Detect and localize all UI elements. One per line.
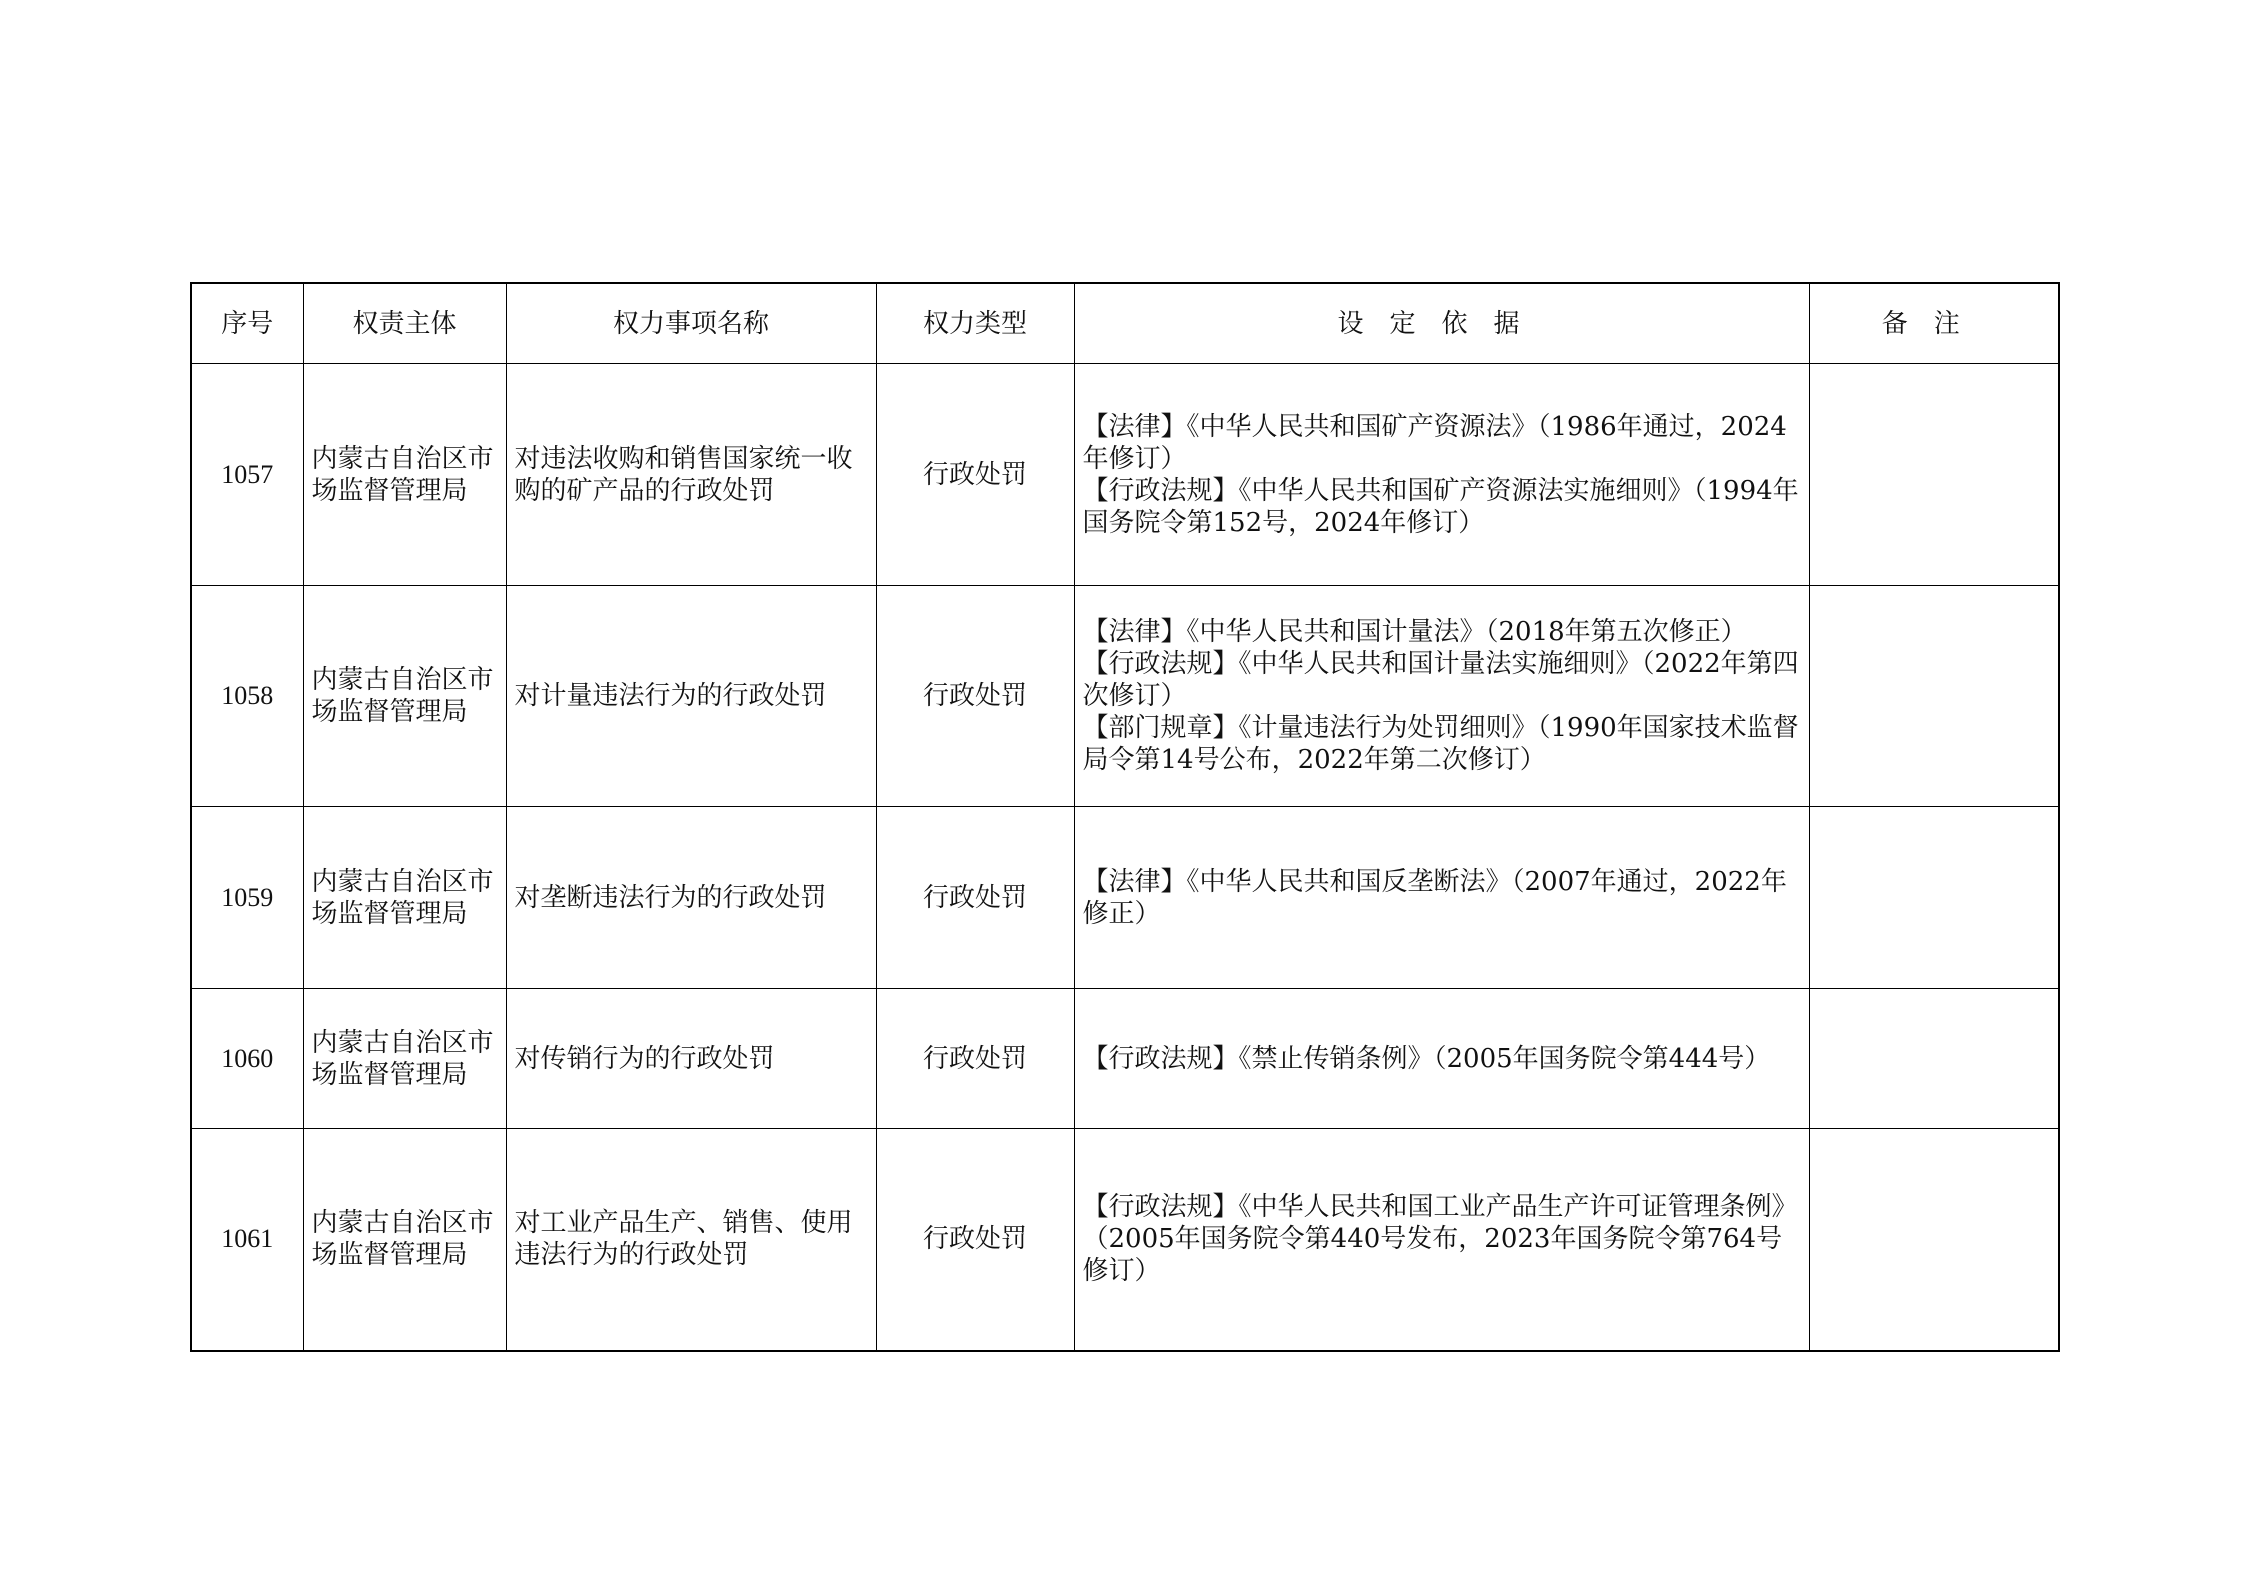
cell-seq: 1060 bbox=[191, 989, 303, 1129]
cell-note bbox=[1809, 586, 2059, 807]
cell-note bbox=[1809, 1129, 2059, 1351]
header-name: 权力事项名称 bbox=[506, 283, 876, 364]
cell-note bbox=[1809, 364, 2059, 586]
header-type: 权力类型 bbox=[876, 283, 1074, 364]
cell-subject: 内蒙古自治区市场监督管理局 bbox=[303, 364, 506, 586]
cell-basis bbox=[1074, 586, 1809, 807]
basis-line: 【行政法规】《中华人民共和国矿产资源法实施细则》（1994年国务院令第152号，2024年修订） bbox=[1082, 475, 1799, 538]
cell-subject: 内蒙古自治区市场监督管理局 bbox=[303, 586, 506, 807]
cell-basis bbox=[1074, 364, 1809, 586]
basis-line: 【行政法规】《禁止传销条例》（2005年国务院令第444号） bbox=[1082, 1043, 1771, 1074]
basis-line: 【行政法规】《中华人民共和国计量法实施细则》（2022年第四次修订） bbox=[1082, 649, 1799, 711]
basis-line: 【法律】《中华人民共和国计量法》（2018年第五次修正） bbox=[1082, 617, 1747, 647]
cell-seq: 1061 bbox=[191, 1129, 303, 1351]
table-row bbox=[191, 364, 2059, 586]
cell-seq: 1058 bbox=[191, 586, 303, 807]
cell-name: 对工业产品生产、销售、使用违法行为的行政处罚 bbox=[506, 1129, 876, 1351]
table-row bbox=[191, 807, 2059, 989]
cell-type: 行政处罚 bbox=[876, 989, 1074, 1129]
cell-basis bbox=[1074, 1129, 1809, 1351]
cell-note bbox=[1809, 989, 2059, 1129]
cell-subject: 内蒙古自治区市场监督管理局 bbox=[303, 1129, 506, 1351]
header-basis: 设定依据 bbox=[1074, 283, 1809, 364]
header-subject: 权责主体 bbox=[303, 283, 506, 364]
basis-line: 【行政法规】《中华人民共和国工业产品生产许可证管理条例》（2005年国务院令第440号发布，2023年国务院令第764号修订） bbox=[1082, 1192, 1798, 1287]
cell-name: 对计量违法行为的行政处罚 bbox=[506, 586, 876, 807]
cell-name: 对传销行为的行政处罚 bbox=[506, 989, 876, 1129]
cell-name: 对垄断违法行为的行政处罚 bbox=[506, 807, 876, 989]
table-header-row bbox=[191, 283, 2059, 364]
table-row bbox=[191, 1129, 2059, 1351]
power-list-table bbox=[190, 282, 2060, 1352]
cell-type: 行政处罚 bbox=[876, 1129, 1074, 1351]
cell-type: 行政处罚 bbox=[876, 364, 1074, 586]
basis-line: 【部门规章】《计量违法行为处罚细则》（1990年国家技术监督局令第14号公布，2022年第二次修订） bbox=[1082, 713, 1799, 775]
header-note: 备注 bbox=[1809, 283, 2059, 364]
cell-subject: 内蒙古自治区市场监督管理局 bbox=[303, 807, 506, 989]
cell-type: 行政处罚 bbox=[876, 586, 1074, 807]
cell-note bbox=[1809, 807, 2059, 989]
cell-type: 行政处罚 bbox=[876, 807, 1074, 989]
cell-basis bbox=[1074, 807, 1809, 989]
cell-name: 对违法收购和销售国家统一收购的矿产品的行政处罚 bbox=[506, 364, 876, 586]
cell-subject: 内蒙古自治区市场监督管理局 bbox=[303, 989, 506, 1129]
basis-line: 【法律】《中华人民共和国矿产资源法》（1986年通过，2024年修订） bbox=[1082, 411, 1787, 474]
table-row bbox=[191, 586, 2059, 807]
basis-line: 【法律】《中华人民共和国反垄断法》（2007年通过，2022年修正） bbox=[1082, 866, 1787, 929]
cell-seq: 1057 bbox=[191, 364, 303, 586]
table-row bbox=[191, 989, 2059, 1129]
cell-basis bbox=[1074, 989, 1809, 1129]
cell-seq: 1059 bbox=[191, 807, 303, 989]
header-seq: 序号 bbox=[191, 283, 303, 364]
